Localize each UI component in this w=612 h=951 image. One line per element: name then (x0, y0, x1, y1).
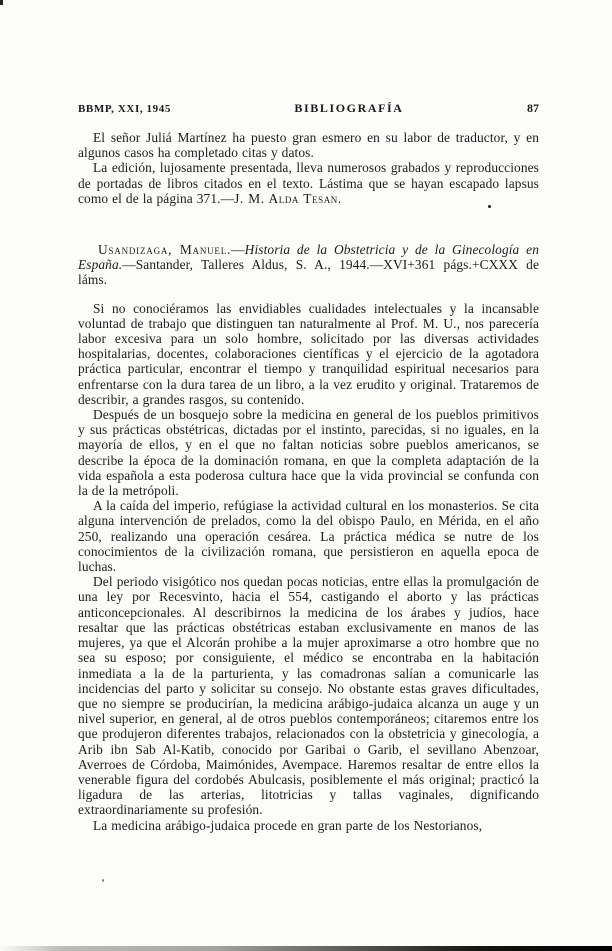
citation-imprint: —Santander, Talleres Aldus, S. A., 1944.—XVI+361 págs.+CXXX de láms. (78, 257, 539, 288)
review-citation (78, 242, 539, 288)
paragraph: El señor Juliá Martínez ha puesto gran esmero en su labor de traductor, y en algunos casos ha completado citas y datos. (78, 130, 539, 161)
citation-author: Usandizaga, Manuel. (98, 242, 232, 258)
ink-speck (488, 205, 491, 208)
citation-dash: — (231, 242, 245, 258)
paragraph: Del periodo visigótico nos quedan pocas noticias, entre ellas la promulgación de una ley por Recesvinto, hacia el 554, castigando el aborto y las prácticas anticoncepcionales. Al describirnos la medicina de los árabes y judíos, hace resaltar que las prácticas obstétricas estaban exclusivamente en manos de las mujeres, ya que el Alcorán prohibe a la mujer aproximarse a otro hombre que no sea su esposo; por consiguiente, el médico se encontraba en la habitación inmediata a la de la parturienta, y las comadronas salían a comunicarle las incidencias del parto y solicitar su consejo. No obstante estas graves dificultades, que no siempre se producirían, la medicina arábigo-judaica alcanza un auge y un nivel superior, en general, al de otros pueblos contemporáneos; citaremos entre los que produjeron diferentes trabajos, relacionados con la obstetricia y ginecología, a Arib ibn Sab Al-Katib, conocido por Garibai o Garib, el sevillano Abenzoar, Averroes de Córdoba, Maimónides, Avempace. Haremos resaltar de entre ellos la venerable figura del cordobés Abulcasis, posiblemente el más original; practicó la ligadura de las arterias, litotricias y tallas vaginales, dignificando extraordinariamente su profesión. (78, 574, 539, 818)
body-text (78, 130, 539, 833)
paragraph-text: La edición, lujosamente presentada, lleva numerosos grabados y reproducciones de portadas de libros citados en el texto. Lástima que se hayan escapado lapsus como el de la página 371.— (78, 160, 539, 206)
paragraph: Después de un bosquejo sobre la medicina en general de los pueblos primitivos y sus prácticas obstétricas, dictadas por el instinto, parecidas, si no iguales, en la mayoría de ellos, y en el que no faltan noticias sobre pueblos americanos, se describe la época de la dominación romana, en que la completa adaptación de la vida española a esta poderosa cultura hace que la vida provincial se confunda con la de la metrópoli. (78, 407, 539, 499)
page-header (78, 101, 539, 116)
paragraph: Si no conociéramos las envidiables cualidades intelectuales y la incansable voluntad de trabajo que distinguen tan naturalmente al Prof. M. U., nos parecería labor excesiva para un solo hombre, solicitado por las diversas actividades hospitalarias, docentes, colaboraciones científicas y el ejercicio de la agotadora práctica particular, encontrar el tiempo y tranquilidad espiritual necesarios para enfrentarse con la dura tarea de un libro, a la vez erudito y original. Trataremos de describir, a grandes rasgos, su contenido. (78, 300, 539, 407)
paragraph (78, 160, 539, 206)
paragraph: A la caída del imperio, refúgiase la actividad cultural en los monasterios. Se cita alguna intervención de prelados, como la del obispo Paulo, en Mérida, en el año 250, realizando una operación cesárea. La práctica médica se nutre de los conocimientos de la civilización romana, que persistieron en aquella epoca de luchas. (78, 498, 539, 575)
section-title: BIBLIOGRAFÍA (294, 101, 404, 115)
ink-speck (0, 0, 3, 5)
reviewer-signature: J. M. Alda Tesan. (234, 190, 342, 206)
scan-bottom-edge (0, 946, 612, 951)
journal-reference: BBMP, XXI, 1945 (78, 103, 171, 115)
citation-book-title: Historia de la Obstetricia y de la Ginecología en España. (78, 242, 539, 273)
paragraph: La medicina arábigo-judaica procede en gran parte de los Nestorianos, (93, 817, 483, 833)
page-number: 87 (527, 101, 539, 115)
ink-speck (102, 879, 104, 882)
text-block (78, 101, 539, 833)
